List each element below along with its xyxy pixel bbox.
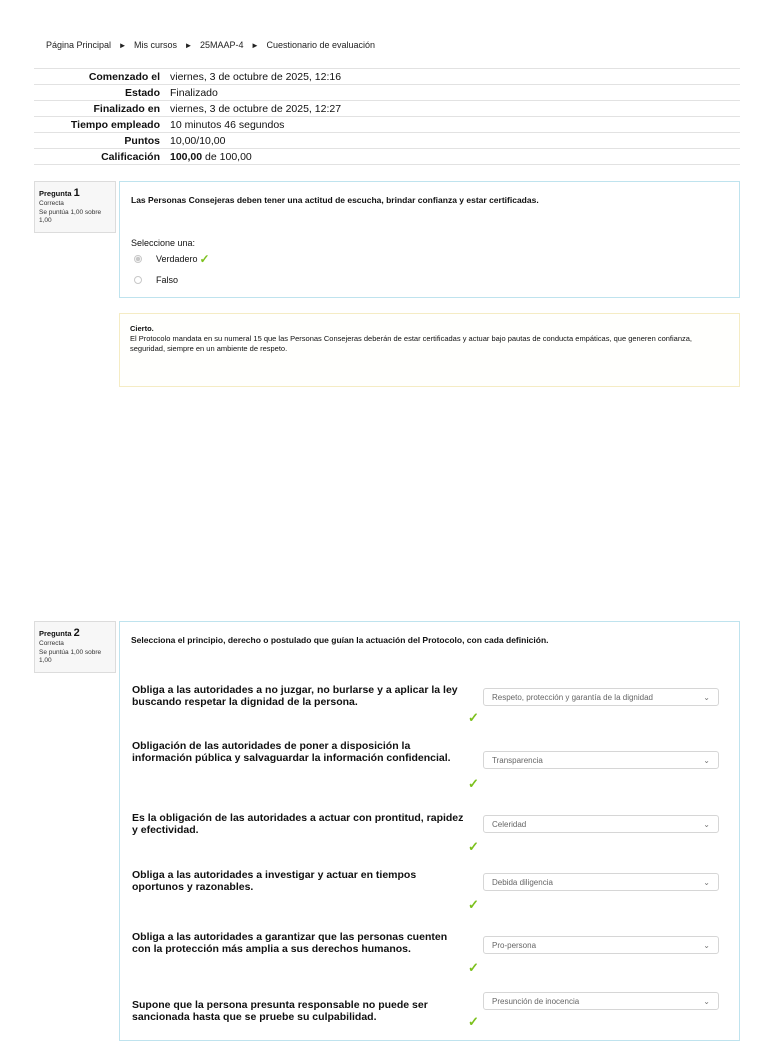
breadcrumb-separator: ► bbox=[118, 41, 127, 50]
correct-check-icon: ✓ bbox=[468, 839, 479, 854]
breadcrumb-my-courses-link[interactable]: Mis cursos bbox=[134, 40, 178, 50]
answer-prompt: Seleccione una: bbox=[131, 238, 196, 248]
question-1-body bbox=[119, 181, 740, 298]
summary-label: Tiempo empleado bbox=[70, 118, 160, 131]
correct-check-icon: ✓ bbox=[468, 897, 479, 912]
question-text: Las Personas Consejeras deben tener una actitud de escucha, brindar confianza y estar certificadas. bbox=[131, 195, 539, 205]
summary-row bbox=[34, 101, 740, 117]
question-number: Pregunta 1 bbox=[39, 187, 80, 199]
grade-value: 100,00 bbox=[170, 150, 203, 163]
summary-row bbox=[34, 85, 740, 101]
breadcrumb-course-link[interactable]: 25MAAP-4 bbox=[199, 40, 244, 50]
breadcrumb bbox=[46, 40, 375, 50]
select-value: Debida diligencia bbox=[492, 877, 553, 887]
question-grade: Se puntúa 1,00 sobre 1,00 bbox=[39, 208, 102, 225]
select-value: Respeto, protección y garantía de la dignidad bbox=[492, 692, 653, 702]
select-value: Presunción de inocencia bbox=[492, 996, 580, 1006]
option-label: Falso bbox=[156, 275, 179, 285]
feedback-text: El Protocolo mandata en su numeral 15 que las Personas Consejeras deberán de estar certificadas y actuar bajo pautas de conducta empáticas, que generen confianza, seguridad, siempre en un ambiente de respeto. bbox=[130, 334, 693, 354]
correct-check-icon: ✓ bbox=[468, 1014, 479, 1029]
summary-label: Calificación bbox=[101, 150, 160, 163]
summary-value: 10,00/10,00 bbox=[170, 134, 226, 147]
match-definition: Obliga a las autoridades a no juzgar, no burlarse y a aplicar la ley buscando respetar la dignidad de la persona. bbox=[132, 684, 458, 709]
match-definition: Obligación de las autoridades de poner a disposición la información pública y salvaguardar la información confidencial. bbox=[132, 740, 451, 765]
summary-value: Finalizado bbox=[170, 86, 218, 99]
match-definition: Supone que la persona presunta responsable no puede ser sancionada hasta que se pruebe su culpabilidad. bbox=[132, 999, 428, 1024]
question-number: Pregunta 2 bbox=[39, 627, 80, 639]
summary-row bbox=[34, 149, 740, 165]
summary-row bbox=[34, 117, 740, 133]
correct-check-icon: ✓ bbox=[468, 710, 479, 725]
chevron-down-icon: ⌄ bbox=[703, 819, 710, 829]
match-select[interactable] bbox=[483, 751, 719, 769]
feedback-heading: Cierto. bbox=[130, 324, 154, 333]
match-definition: Obliga a las autoridades a garantizar que las personas cuenten con la protección más amplia a sus derechos humanos. bbox=[132, 931, 448, 956]
match-select[interactable] bbox=[483, 815, 719, 833]
match-select[interactable] bbox=[483, 992, 719, 1010]
summary-row bbox=[34, 69, 740, 85]
summary-value bbox=[166, 149, 740, 165]
answer-option-false[interactable] bbox=[134, 275, 178, 285]
question-2-info bbox=[34, 621, 116, 673]
attempt-summary-table bbox=[34, 68, 740, 165]
select-value: Celeridad bbox=[492, 819, 527, 829]
chevron-down-icon: ⌄ bbox=[703, 940, 710, 950]
summary-value: 10 minutos 46 segundos bbox=[170, 118, 285, 131]
correct-check-icon: ✓ bbox=[199, 252, 210, 266]
grade-max: de 100,00 bbox=[202, 150, 252, 163]
question-1-info bbox=[34, 181, 116, 233]
summary-label: Estado bbox=[124, 86, 160, 99]
question-grade: Se puntúa 1,00 sobre 1,00 bbox=[39, 648, 102, 665]
chevron-down-icon: ⌄ bbox=[703, 692, 710, 702]
question-state: Correcta bbox=[39, 200, 64, 208]
chevron-down-icon: ⌄ bbox=[703, 755, 710, 765]
select-value: Transparencia bbox=[492, 755, 543, 765]
breadcrumb-separator: ► bbox=[251, 41, 259, 50]
question-text: Selecciona el principio, derecho o postulado que guían la actuación del Protocolo, con cada definición. bbox=[131, 635, 549, 645]
match-select[interactable] bbox=[483, 688, 719, 706]
radio-button-checked[interactable] bbox=[134, 255, 142, 263]
question-1-feedback bbox=[119, 313, 740, 387]
summary-value: viernes, 3 de octubre de 2025, 12:27 bbox=[170, 102, 342, 115]
match-select[interactable] bbox=[483, 873, 719, 891]
correct-check-icon: ✓ bbox=[468, 776, 479, 791]
match-definition: Es la obligación de las autoridades a actuar con prontitud, rapidez y efectividad. bbox=[132, 812, 464, 837]
breadcrumb-home-link[interactable]: Página Principal bbox=[46, 40, 112, 50]
match-definition: Obliga a las autoridades a investigar y actuar en tiempos oportunos y razonables. bbox=[132, 869, 417, 894]
match-select[interactable] bbox=[483, 936, 719, 954]
option-label: Verdadero bbox=[156, 254, 198, 264]
correct-check-icon: ✓ bbox=[468, 960, 479, 975]
summary-label: Finalizado en bbox=[93, 102, 160, 115]
select-value: Pro-persona bbox=[492, 940, 537, 950]
question-2-body bbox=[119, 621, 740, 1041]
summary-label: Puntos bbox=[124, 134, 160, 147]
summary-label: Comenzado el bbox=[88, 70, 160, 83]
chevron-down-icon: ⌄ bbox=[703, 996, 710, 1006]
breadcrumb-separator: ► bbox=[184, 41, 193, 50]
summary-value: viernes, 3 de octubre de 2025, 12:16 bbox=[170, 70, 342, 83]
answer-option-true[interactable] bbox=[134, 252, 210, 266]
summary-row bbox=[34, 133, 740, 149]
chevron-down-icon: ⌄ bbox=[703, 877, 710, 887]
radio-button[interactable] bbox=[134, 276, 142, 284]
question-state: Correcta bbox=[39, 640, 64, 648]
breadcrumb-quiz-link[interactable]: Cuestionario de evaluación bbox=[266, 40, 376, 50]
